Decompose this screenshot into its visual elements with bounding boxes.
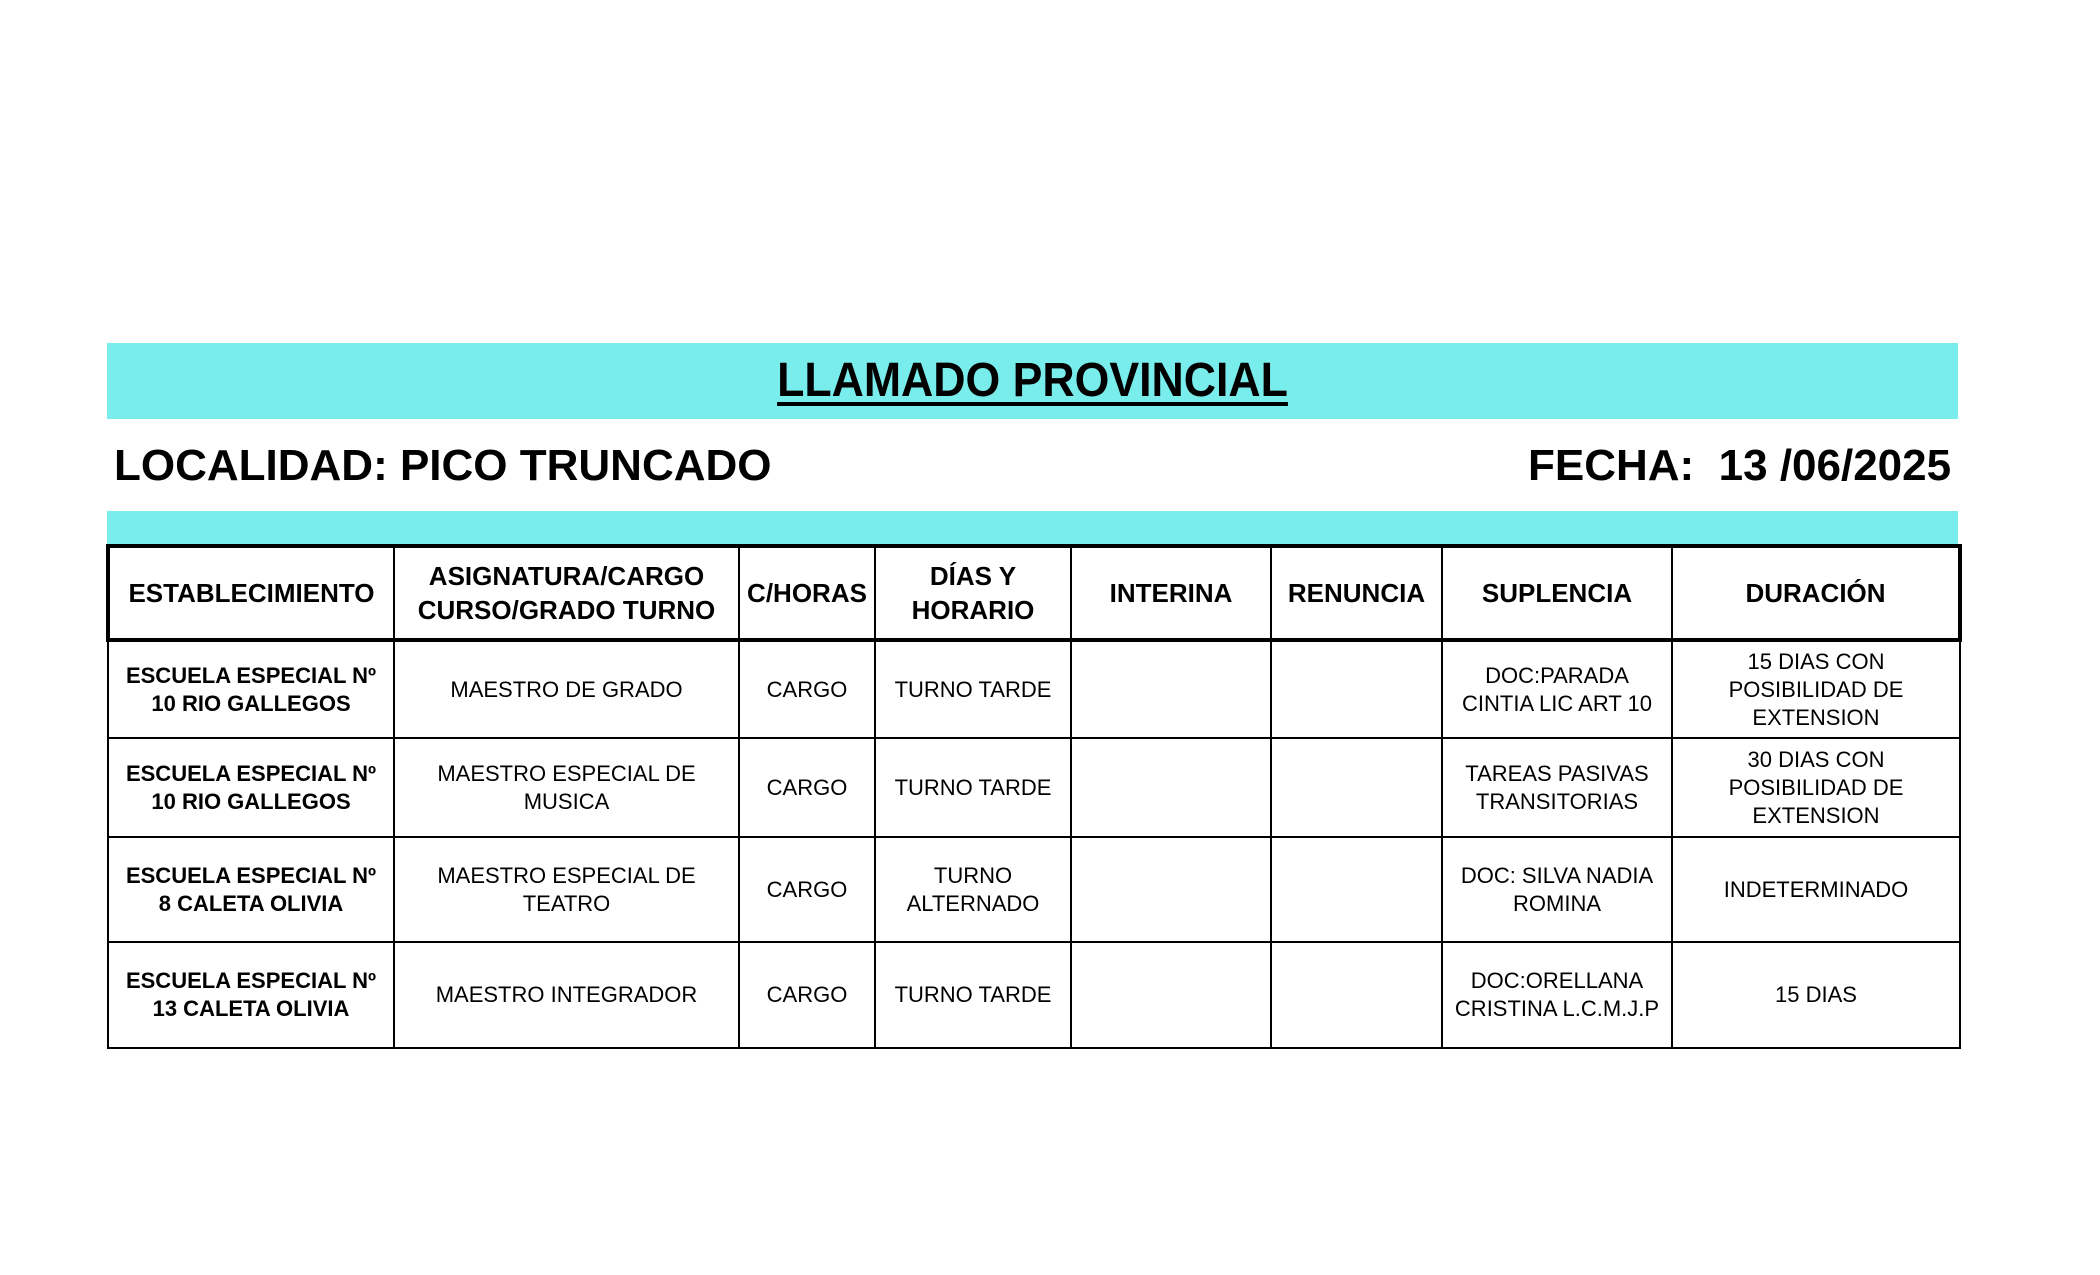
positions-table	[106, 544, 1962, 1049]
cell-renuncia	[1271, 640, 1442, 738]
header-horario: DÍAS Y HORARIO	[875, 546, 1071, 640]
cell-interina	[1071, 640, 1271, 738]
locality-label: LOCALIDAD: PICO TRUNCADO	[114, 441, 772, 490]
separator-band	[107, 511, 1958, 544]
table-row	[108, 837, 1960, 942]
cell-interina	[1071, 837, 1271, 942]
cell-duracion: 15 DIAS	[1672, 942, 1960, 1048]
cell-renuncia	[1271, 738, 1442, 837]
cell-duracion: 15 DIAS CON POSIBILIDAD DE EXTENSION	[1672, 640, 1960, 738]
cell-horas: CARGO	[739, 837, 875, 942]
cell-horas: CARGO	[739, 640, 875, 738]
cell-interina	[1071, 738, 1271, 837]
cell-horas: CARGO	[739, 942, 875, 1048]
header-horas: C/HORAS	[739, 546, 875, 640]
header-renuncia: RENUNCIA	[1271, 546, 1442, 640]
header-interina: INTERINA	[1071, 546, 1271, 640]
cell-renuncia	[1271, 942, 1442, 1048]
cell-asignatura: MAESTRO ESPECIAL DE MUSICA	[394, 738, 739, 837]
cell-suplencia: DOC: SILVA NADIA ROMINA	[1442, 837, 1672, 942]
cell-suplencia: DOC:PARADA CINTIA LIC ART 10	[1442, 640, 1672, 738]
cell-suplencia: DOC:ORELLANA CRISTINA L.C.M.J.P	[1442, 942, 1672, 1048]
header-suplencia: SUPLENCIA	[1442, 546, 1672, 640]
cell-renuncia	[1271, 837, 1442, 942]
cell-horario: TURNO TARDE	[875, 942, 1071, 1048]
table-row	[108, 640, 1960, 738]
cell-establecimiento: ESCUELA ESPECIAL Nº 8 CALETA OLIVIA	[108, 837, 394, 942]
cell-establecimiento: ESCUELA ESPECIAL Nº 10 RIO GALLEGOS	[108, 640, 394, 738]
cell-horario: TURNO TARDE	[875, 738, 1071, 837]
table-row	[108, 942, 1960, 1048]
cell-asignatura: MAESTRO DE GRADO	[394, 640, 739, 738]
cell-duracion: 30 DIAS CON POSIBILIDAD DE EXTENSION	[1672, 738, 1960, 837]
header-asignatura: ASIGNATURA/CARGO CURSO/GRADO TURNO	[394, 546, 739, 640]
cell-horario: TURNO TARDE	[875, 640, 1071, 738]
cell-establecimiento: ESCUELA ESPECIAL Nº 10 RIO GALLEGOS	[108, 738, 394, 837]
table-header-row	[108, 546, 1960, 640]
cell-asignatura: MAESTRO ESPECIAL DE TEATRO	[394, 837, 739, 942]
header-duracion: DURACIÓN	[1672, 546, 1960, 640]
cell-asignatura: MAESTRO INTEGRADOR	[394, 942, 739, 1048]
document-title: LLAMADO PROVINCIAL	[777, 354, 1288, 407]
header-establecimiento: ESTABLECIMIENTO	[108, 546, 394, 640]
date-label: FECHA: 13 /06/2025	[1528, 441, 1952, 490]
table-row	[108, 738, 1960, 837]
cell-horario: TURNO ALTERNADO	[875, 837, 1071, 942]
cell-horas: CARGO	[739, 738, 875, 837]
cell-interina	[1071, 942, 1271, 1048]
cell-suplencia: TAREAS PASIVAS TRANSITORIAS	[1442, 738, 1672, 837]
cell-duracion: INDETERMINADO	[1672, 837, 1960, 942]
cell-establecimiento: ESCUELA ESPECIAL Nº 13 CALETA OLIVIA	[108, 942, 394, 1048]
